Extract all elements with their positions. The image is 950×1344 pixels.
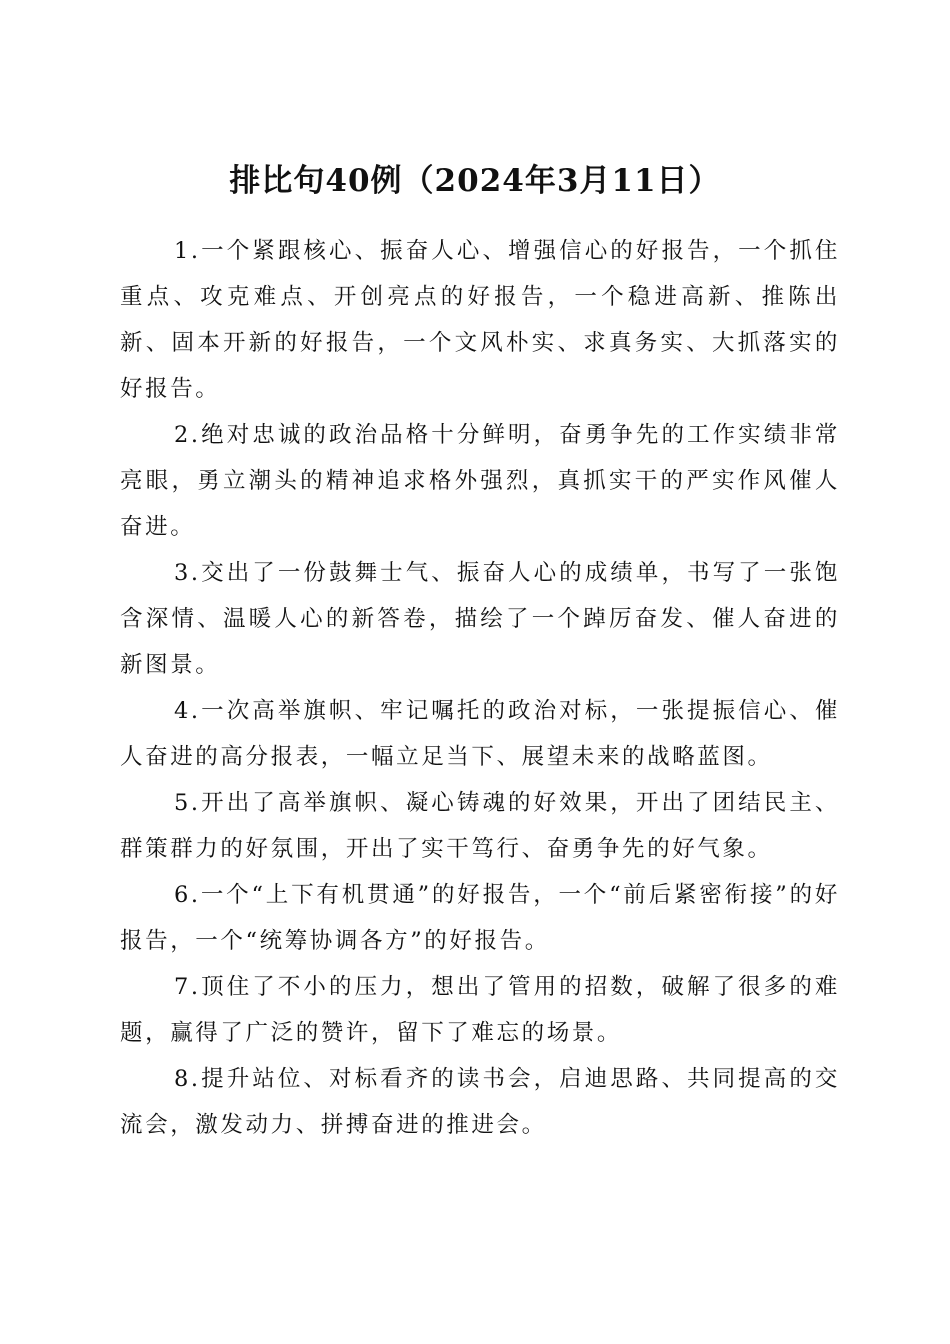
paragraph-1: 1.一个紧跟核心、振奋人心、增强信心的好报告，一个抓住重点、攻克难点、开创亮点的好报告，一个稳进高新、推陈出新、固本开新的好报告，一个文风朴实、求真务实、大抓落实的好报告。: [120, 238, 840, 402]
paragraph-6: 6.一个“上下有机贯通”的好报告，一个“前后紧密衔接”的好报告，一个“统筹协调各方”的好报告。: [120, 882, 840, 954]
paragraph-5: 5.开出了高举旗帜、凝心铸魂的好效果，开出了团结民主、群策群力的好氛围，开出了实干笃行、奋勇争先的好气象。: [120, 790, 840, 862]
paragraph-3: 3.交出了一份鼓舞士气、振奋人心的成绩单，书写了一张饱含深情、温暖人心的新答卷，描绘了一个踔厉奋发、催人奋进的新图景。: [120, 560, 840, 678]
paragraph-4: 4.一次高举旗帜、牢记嘱托的政治对标，一张提振信心、催人奋进的高分报表，一幅立足当下、展望未来的战略蓝图。: [120, 698, 840, 770]
document-body: [120, 228, 840, 1148]
paragraph-7: 7.顶住了不小的压力，想出了管用的招数，破解了很多的难题，赢得了广泛的赞许，留下了难忘的场景。: [120, 974, 840, 1046]
paragraph-2: 2.绝对忠诚的政治品格十分鲜明，奋勇争先的工作实绩非常亮眼，勇立潮头的精神追求格外强烈，真抓实干的严实作风催人奋进。: [120, 422, 840, 540]
page-title: 排比句40例（2024年3月11日）: [229, 162, 721, 199]
paragraph-8: 8.提升站位、对标看齐的读书会，启迪思路、共同提高的交流会，激发动力、拼搏奋进的推进会。: [120, 1066, 840, 1138]
